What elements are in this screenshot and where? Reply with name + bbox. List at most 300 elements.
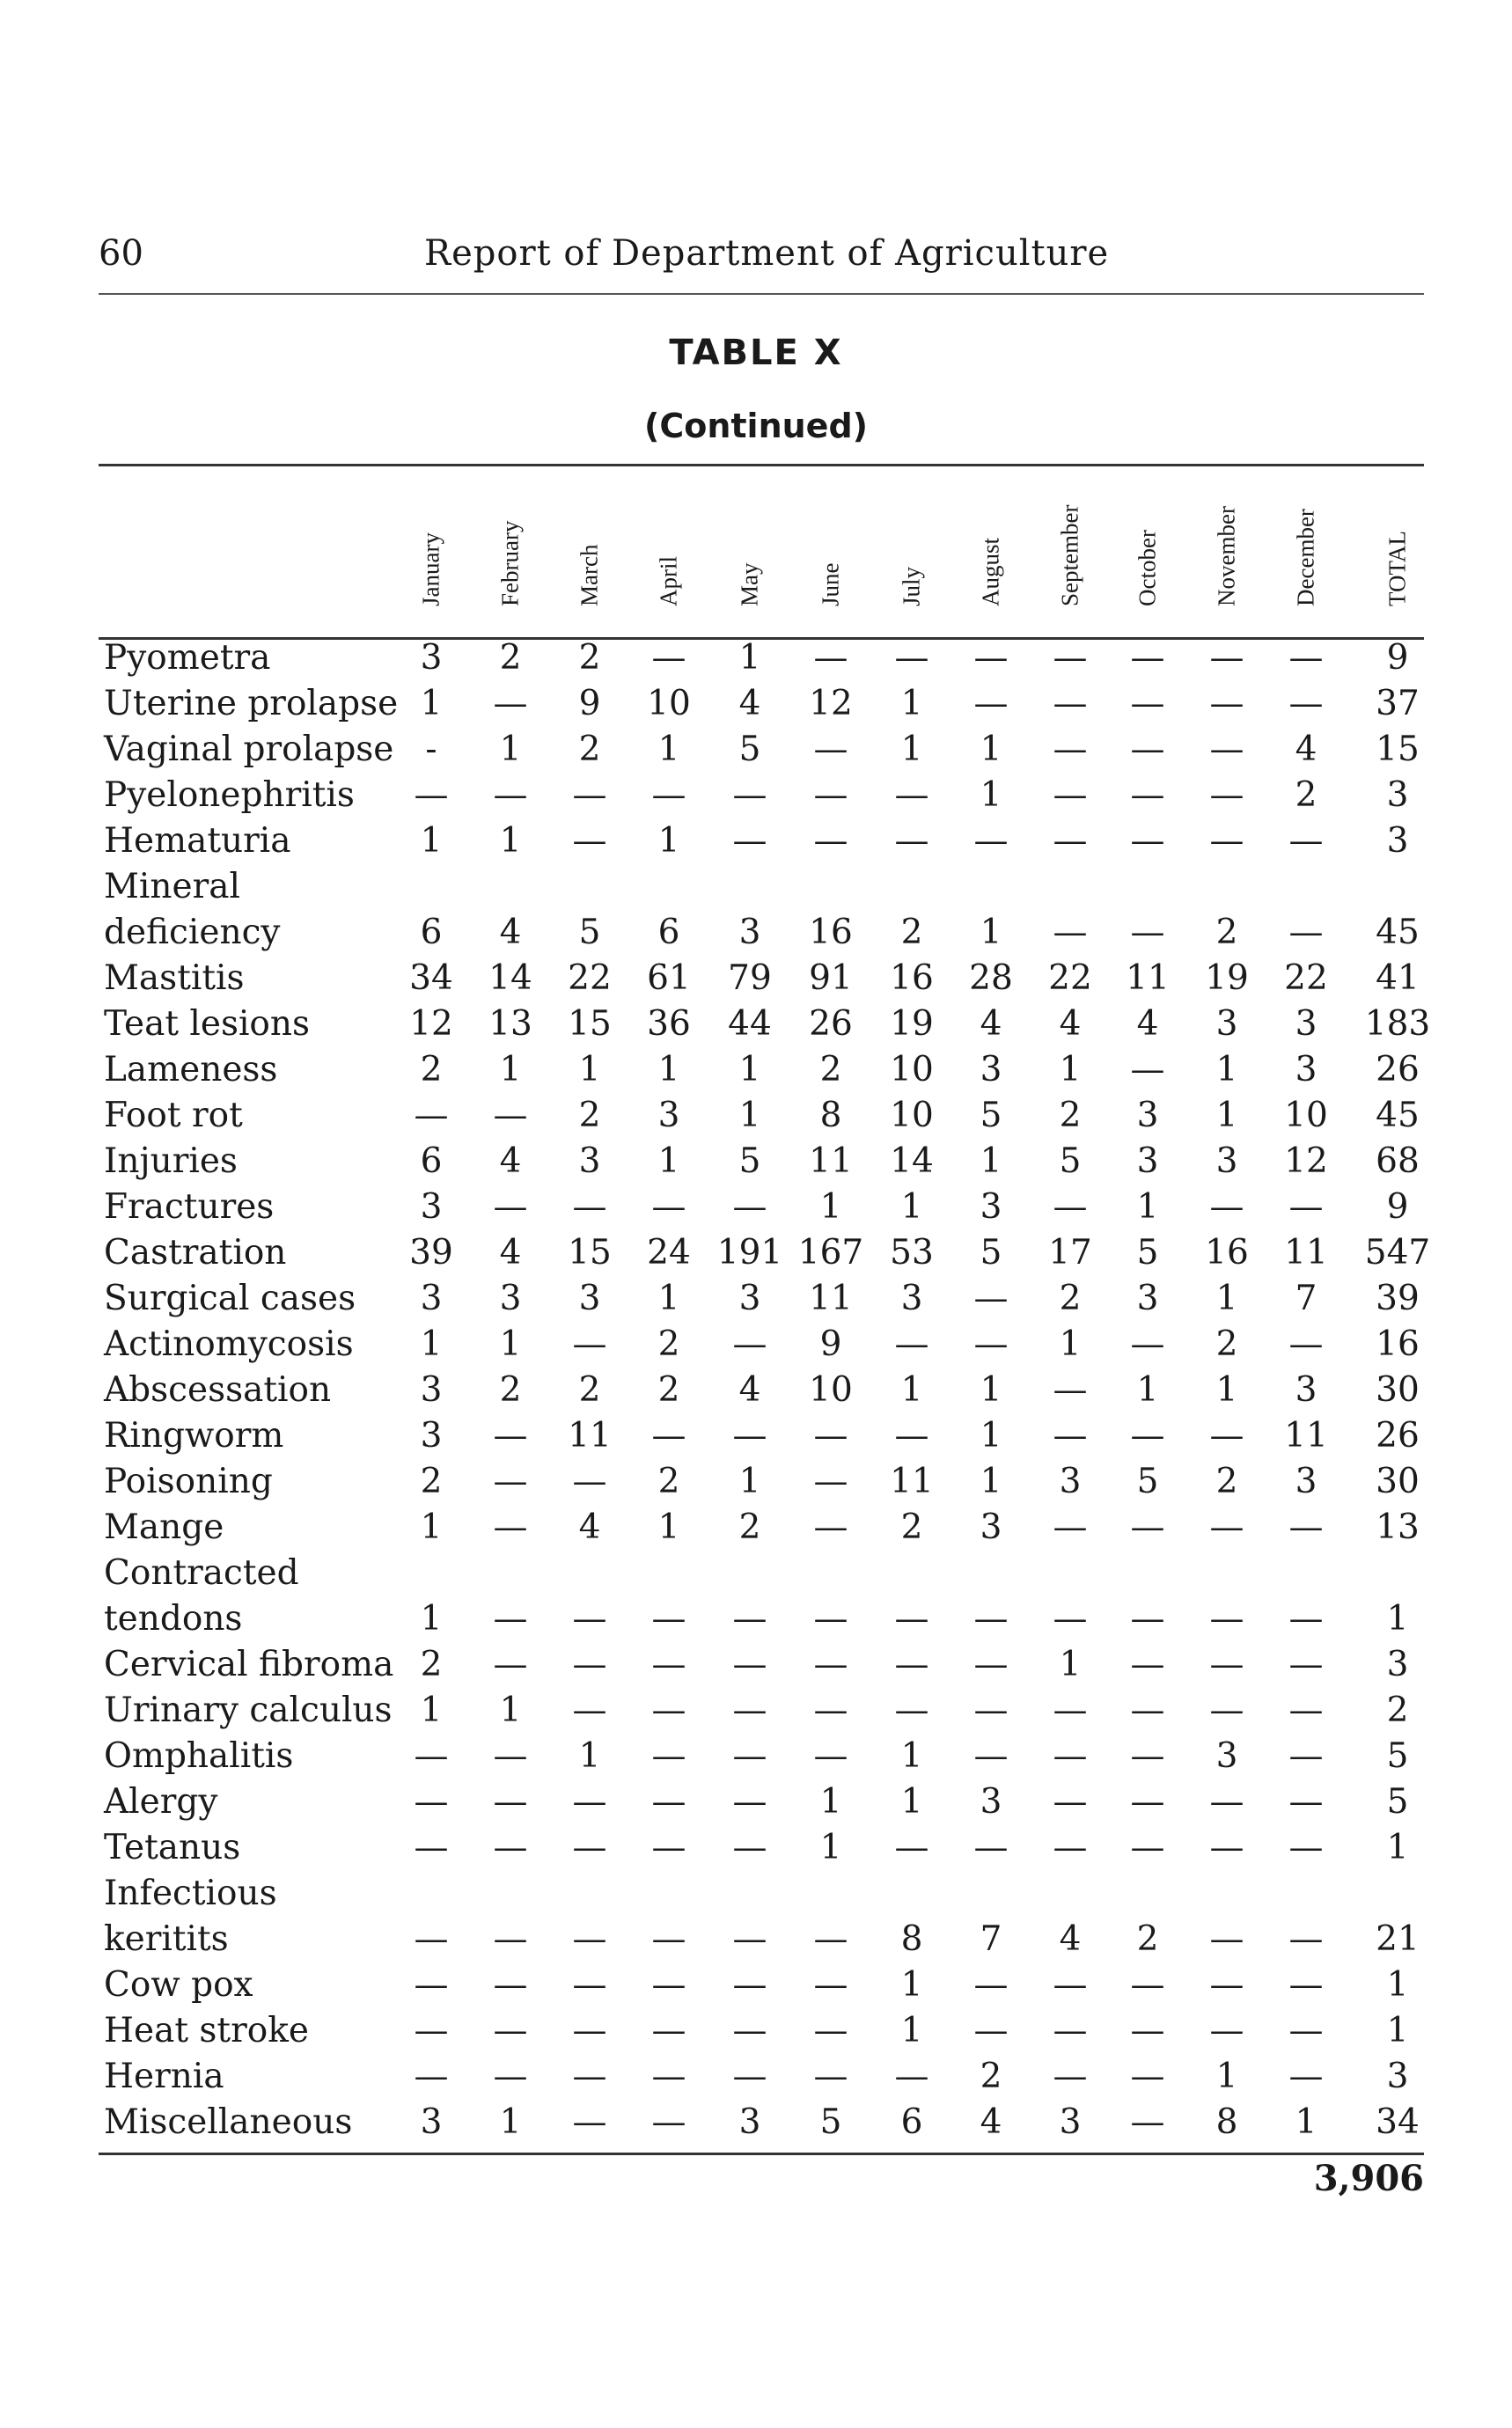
- table-cell: 4: [1059, 1919, 1082, 1959]
- table-row: [99, 1507, 1424, 1556]
- table-cell: 6: [420, 913, 443, 952]
- table-cell: 1: [1059, 1050, 1082, 1089]
- table-cell: 2: [578, 730, 601, 769]
- table-cell: 6: [900, 2102, 923, 2142]
- table-cell: —: [493, 1187, 528, 1227]
- table-cell: 3: [1295, 1050, 1317, 1089]
- table-cell: 191: [716, 1233, 783, 1273]
- table-row: [99, 1004, 1431, 1053]
- table-cell: —: [1053, 1828, 1088, 1867]
- table-cell: 1: [980, 775, 1002, 815]
- table-cell: —: [493, 1828, 528, 1867]
- table-cell: —: [813, 1599, 848, 1639]
- table-row: [99, 2011, 1424, 2059]
- row-label: Mange: [104, 1507, 224, 1547]
- table-cell: 2: [1295, 775, 1317, 815]
- row-total-cell: 9: [1386, 638, 1409, 678]
- column-header: [1200, 475, 1253, 634]
- table-cell: 4: [578, 1507, 601, 1547]
- table-cell: 3: [738, 2102, 761, 2142]
- table-row: [99, 732, 1424, 778]
- table-cell: 3: [1215, 1004, 1238, 1044]
- table-cell: —: [1130, 2057, 1165, 2096]
- table-cell: —: [973, 638, 1009, 678]
- column-header-label: May: [736, 562, 763, 606]
- table-cell: 2: [657, 1462, 680, 1501]
- table-cell: —: [493, 1645, 528, 1684]
- table-row: [99, 686, 1424, 732]
- table-cell: —: [1130, 1691, 1165, 1730]
- table-cell: 9: [578, 684, 601, 723]
- row-label: [104, 1551, 299, 1642]
- table-cell: 1: [657, 1141, 680, 1181]
- table-cell: —: [1053, 1691, 1088, 1730]
- table-cell: 1: [420, 1324, 443, 1364]
- page-number: 60: [99, 233, 143, 274]
- table-cell: —: [1130, 1828, 1165, 1867]
- table-cell: 2: [819, 1050, 842, 1089]
- row-label-line: deficiency: [104, 913, 281, 952]
- table-cell: 3: [578, 1279, 601, 1318]
- row-label: Heat stroke: [104, 2011, 309, 2050]
- table-cell: —: [414, 1736, 449, 1776]
- table-cell: —: [894, 1599, 929, 1639]
- row-label: Castration: [104, 1233, 287, 1273]
- table-cell: 3: [980, 1050, 1002, 1089]
- table-cell: 167: [797, 1233, 864, 1273]
- table-cell: —: [1288, 684, 1324, 723]
- table-cell: 61: [647, 958, 691, 998]
- table-row: [99, 869, 1424, 961]
- table-cell: —: [813, 1691, 848, 1730]
- table-cell: —: [1209, 1919, 1244, 1959]
- table-cell: —: [1130, 684, 1165, 723]
- table-cell: 3: [1215, 1141, 1238, 1181]
- table-cell: —: [651, 2011, 686, 2050]
- table-cell: —: [1053, 1599, 1088, 1639]
- row-label: Pyometra: [104, 638, 271, 678]
- table-cell: 1: [819, 1782, 842, 1822]
- table-cell: 22: [1048, 958, 1092, 998]
- table-row: [99, 2102, 1424, 2151]
- column-header: [885, 475, 938, 634]
- table-row: [99, 1416, 1424, 1464]
- table-row: [99, 1965, 1424, 2014]
- table-cell: 3: [900, 1279, 923, 1318]
- table-cell: 1: [900, 2011, 923, 2050]
- table-cell: 16: [809, 913, 853, 952]
- table-cell: 1: [499, 821, 522, 861]
- table-cell: —: [572, 1645, 607, 1684]
- table-cell: —: [1288, 638, 1324, 678]
- table-cell: —: [973, 1599, 1009, 1639]
- table-cell: 1: [499, 1324, 522, 1364]
- column-header-label: April: [655, 556, 682, 606]
- table-cell: —: [572, 1782, 607, 1822]
- table-cell: 2: [578, 1096, 601, 1135]
- column-header: [804, 475, 857, 634]
- table-cell: —: [572, 1187, 607, 1227]
- table-cell: 1: [980, 1141, 1002, 1181]
- row-label: Tetanus: [104, 1828, 241, 1867]
- table-cell: —: [732, 1828, 767, 1867]
- table-cell: 1: [1215, 1279, 1238, 1318]
- table-cell: —: [1209, 1416, 1244, 1456]
- table-cell: —: [1053, 1965, 1088, 2005]
- column-header-label: December: [1292, 509, 1319, 606]
- table-cell: —: [813, 1736, 848, 1776]
- table-cell: 4: [738, 684, 761, 723]
- table-cell: —: [1130, 1965, 1165, 2005]
- table-cell: 3: [1136, 1141, 1159, 1181]
- table-row: [99, 1098, 1424, 1144]
- table-cell: 1: [657, 1507, 680, 1547]
- table-row: [99, 1736, 1424, 1785]
- row-total-cell: 547: [1364, 1233, 1431, 1273]
- table-cell: 2: [1059, 1096, 1082, 1135]
- table-cell: 11: [1126, 958, 1170, 998]
- row-total-cell: 26: [1376, 1416, 1420, 1456]
- table-cell: —: [572, 1462, 607, 1501]
- table-cell: —: [493, 775, 528, 815]
- table-cell: 3: [499, 1279, 522, 1318]
- table-cell: —: [732, 1965, 767, 2005]
- table-cell: —: [1130, 1507, 1165, 1547]
- table-cell: —: [651, 1919, 686, 1959]
- table-cell: 4: [980, 1004, 1002, 1044]
- table-cell: 1: [1215, 1050, 1238, 1089]
- table-cell: —: [894, 1324, 929, 1364]
- table-cell: 8: [1215, 2102, 1238, 2142]
- table-cell: —: [572, 1965, 607, 2005]
- row-label: Urinary calculus: [104, 1691, 393, 1730]
- table-cell: 3: [420, 1416, 443, 1456]
- table-cell: —: [1130, 1050, 1165, 1089]
- table-row: [99, 1876, 1424, 1968]
- table-cell: —: [1288, 821, 1324, 861]
- table-cell: 34: [409, 958, 453, 998]
- row-total-cell: 45: [1376, 913, 1420, 952]
- table-cell: —: [973, 1736, 1009, 1776]
- table-cell: —: [732, 1782, 767, 1822]
- row-label: Actinomycosis: [104, 1324, 354, 1364]
- column-header: [723, 475, 776, 634]
- table-cell: 1: [900, 1782, 923, 1822]
- table-cell: 11: [568, 1416, 612, 1456]
- table-cell: —: [493, 1507, 528, 1547]
- table-cell: —: [1288, 1507, 1324, 1547]
- table-cell: —: [732, 1187, 767, 1227]
- table-cell: —: [894, 1828, 929, 1867]
- table-cell: 28: [969, 958, 1013, 998]
- table-cell: 1: [980, 1462, 1002, 1501]
- table-cell: 3: [1215, 1736, 1238, 1776]
- table-cell: 2: [657, 1370, 680, 1410]
- table-cell: 11: [1284, 1416, 1328, 1456]
- table-cell: 10: [890, 1050, 934, 1089]
- table-cell: 5: [1136, 1233, 1159, 1273]
- table-cell: —: [813, 1416, 848, 1456]
- table-cell: 1: [499, 1050, 522, 1089]
- table-cell: 3: [980, 1507, 1002, 1547]
- row-label: Teat lesions: [104, 1004, 311, 1044]
- row-label: [104, 864, 280, 956]
- table-cell: 5: [738, 730, 761, 769]
- row-label: Cervical fibroma: [104, 1645, 394, 1684]
- table-cell: 5: [738, 1141, 761, 1181]
- table-cell: —: [493, 1462, 528, 1501]
- table-cell: —: [732, 1599, 767, 1639]
- table-cell: 4: [499, 1233, 522, 1273]
- table-cell: 2: [420, 1050, 443, 1089]
- grand-total: 3,906: [1313, 2158, 1424, 2199]
- row-total-cell: 1: [1386, 1965, 1409, 2005]
- table-cell: 1: [578, 1050, 601, 1089]
- row-label: Foot rot: [104, 1096, 243, 1135]
- table-cell: —: [1053, 2057, 1088, 2096]
- table-cell: 1: [657, 1279, 680, 1318]
- column-header-label: September: [1056, 504, 1083, 606]
- table-cell: 3: [420, 638, 443, 678]
- table-row: [99, 1647, 1424, 1693]
- table-cell: 44: [728, 1004, 772, 1044]
- table-cell: —: [732, 1691, 767, 1730]
- table-cell: —: [1288, 1645, 1324, 1684]
- table-cell: 3: [420, 1279, 443, 1318]
- table-cell: —: [1053, 821, 1088, 861]
- table-cell: —: [414, 2057, 449, 2096]
- row-total-cell: 9: [1386, 1187, 1409, 1227]
- table-cell: —: [493, 1096, 528, 1135]
- table-cell: —: [1130, 730, 1165, 769]
- table-cell: —: [1209, 638, 1244, 678]
- table-cell: —: [1053, 1736, 1088, 1776]
- table-cell: —: [414, 2011, 449, 2050]
- table-cell: —: [813, 1645, 848, 1684]
- table-cell: 1: [1215, 1096, 1238, 1135]
- table-cell: 1: [499, 2102, 522, 2142]
- table-cell: 15: [568, 1233, 612, 1273]
- table-cell: 3: [420, 2102, 443, 2142]
- table-cell: —: [973, 1279, 1009, 1318]
- table-cell: 12: [809, 684, 853, 723]
- table-cell: 2: [900, 1507, 923, 1547]
- table-cell: 2: [499, 638, 522, 678]
- table-cell: —: [1209, 684, 1244, 723]
- table-cell: 12: [409, 1004, 453, 1044]
- table-cell: 1: [900, 684, 923, 723]
- table-row: [99, 1050, 1424, 1098]
- table-cell: 1: [657, 1050, 680, 1089]
- table-cell: —: [1209, 1645, 1244, 1684]
- table-cell: 1: [657, 730, 680, 769]
- table-cell: —: [813, 638, 848, 678]
- table-cell: —: [1288, 1187, 1324, 1227]
- table-cell: 1: [657, 821, 680, 861]
- table-cell: —: [651, 1736, 686, 1776]
- table-cell: —: [1130, 638, 1165, 678]
- row-label: Lameness: [104, 1050, 278, 1089]
- table-cell: —: [493, 1965, 528, 2005]
- table-cell: 2: [657, 1324, 680, 1364]
- column-header-label: TOTAL: [1384, 531, 1411, 606]
- table-cell: 1: [819, 1828, 842, 1867]
- table-cell: 1: [420, 1691, 443, 1730]
- table-cell: —: [1053, 1370, 1088, 1410]
- table-row: [99, 1782, 1424, 1830]
- table-cell: 24: [647, 1233, 691, 1273]
- row-total-cell: 3: [1386, 2057, 1409, 2096]
- table-cell: —: [1288, 1782, 1324, 1822]
- row-label: Miscellaneous: [104, 2102, 353, 2142]
- row-total-cell: 21: [1376, 1919, 1420, 1959]
- table-row: [99, 1324, 1424, 1373]
- table-cell: —: [894, 638, 929, 678]
- table-cell: —: [732, 1416, 767, 1456]
- table-cell: —: [813, 1462, 848, 1501]
- table-cell: —: [572, 1919, 607, 1959]
- table-cell: 5: [578, 913, 601, 952]
- table-cell: —: [493, 1736, 528, 1776]
- table-cell: —: [493, 2011, 528, 2050]
- table-cell: 26: [809, 1004, 853, 1044]
- table-cell: —: [894, 775, 929, 815]
- table-cell: —: [1053, 775, 1088, 815]
- table-cell: —: [1209, 1187, 1244, 1227]
- table-cell: —: [651, 1416, 686, 1456]
- table-cell: —: [973, 821, 1009, 861]
- table-cell: 3: [1059, 1462, 1082, 1501]
- table-cell: 9: [819, 1324, 842, 1364]
- row-label: Hernia: [104, 2057, 224, 2096]
- table-cell: —: [651, 1691, 686, 1730]
- table-cell: 79: [728, 958, 772, 998]
- table-cell: 3: [1059, 2102, 1082, 2142]
- column-header: [642, 475, 695, 634]
- table-cell: —: [732, 1324, 767, 1364]
- table-cell: —: [493, 1919, 528, 1959]
- column-header-label: March: [576, 544, 603, 606]
- table-cell: 13: [488, 1004, 532, 1044]
- table-cell: 1: [980, 730, 1002, 769]
- table-cell: 53: [890, 1233, 934, 1273]
- table-cell: —: [1053, 638, 1088, 678]
- table-cell: 1: [499, 1691, 522, 1730]
- table-cell: —: [572, 1828, 607, 1867]
- row-label: Ringworm: [104, 1416, 284, 1456]
- row-label: Abscessation: [104, 1370, 332, 1410]
- table-cell: —: [1288, 1828, 1324, 1867]
- table-cell: —: [813, 2011, 848, 2050]
- table-cell: —: [572, 2102, 607, 2142]
- table-cell: 1: [1295, 2102, 1317, 2142]
- row-label: Mastitis: [104, 958, 245, 998]
- row-total-cell: 1: [1386, 1828, 1409, 1867]
- row-label: Vaginal prolapse: [104, 730, 394, 769]
- table-cell: 1: [900, 730, 923, 769]
- row-total-cell: 5: [1386, 1736, 1409, 1776]
- table-cell: —: [1288, 1599, 1324, 1639]
- table-cell: —: [1130, 1416, 1165, 1456]
- table-cell: —: [572, 2011, 607, 2050]
- table-cell: 11: [809, 1279, 853, 1318]
- table-cell: —: [1209, 2011, 1244, 2050]
- table-cell: —: [1209, 1782, 1244, 1822]
- table-cell: 3: [1295, 1462, 1317, 1501]
- table-cell: 1: [1059, 1324, 1082, 1364]
- table-cell: —: [1053, 1416, 1088, 1456]
- table-cell: 4: [738, 1370, 761, 1410]
- column-header: [405, 475, 458, 634]
- row-label: Poisoning: [104, 1462, 273, 1501]
- table-cell: 1: [1136, 1187, 1159, 1227]
- table-cell: 2: [420, 1645, 443, 1684]
- table-cell: 1: [900, 1965, 923, 2005]
- table-cell: —: [414, 1096, 449, 1135]
- table-cell: 4: [1059, 1004, 1082, 1044]
- table-cell: —: [973, 1828, 1009, 1867]
- table-cell: 1: [980, 913, 1002, 952]
- table-cell: —: [651, 1599, 686, 1639]
- table-cell: —: [651, 2102, 686, 2142]
- table-cell: 1: [980, 1416, 1002, 1456]
- table-cell: 1: [980, 1370, 1002, 1410]
- table-cell: 3: [980, 1187, 1002, 1227]
- table-cell: —: [1288, 1965, 1324, 2005]
- row-total-cell: 1: [1386, 1599, 1409, 1639]
- row-label-line: Contracted: [104, 1553, 299, 1593]
- table-cell: —: [1053, 730, 1088, 769]
- row-total-cell: 3: [1386, 775, 1409, 815]
- table-cell: 14: [488, 958, 532, 998]
- table-cell: —: [973, 1324, 1009, 1364]
- table-cell: —: [572, 1324, 607, 1364]
- table-cell: 16: [1205, 1233, 1249, 1273]
- table-cell: 4: [499, 913, 522, 952]
- table-cell: —: [732, 2057, 767, 2096]
- row-total-cell: 2: [1386, 1691, 1409, 1730]
- table-cell: 10: [809, 1370, 853, 1410]
- table-cell: 3: [738, 913, 761, 952]
- table-cell: —: [1288, 2011, 1324, 2050]
- table-cell: —: [414, 775, 449, 815]
- table-cell: 1: [819, 1187, 842, 1227]
- table-cell: —: [1130, 1782, 1165, 1822]
- table-subtitle: (Continued): [643, 407, 869, 445]
- table-cell: —: [732, 821, 767, 861]
- table-cell: —: [894, 2057, 929, 2096]
- table-cell: —: [732, 1919, 767, 1959]
- table-cell: —: [813, 1965, 848, 2005]
- table-cell: —: [1209, 821, 1244, 861]
- table-cell: —: [1130, 1645, 1165, 1684]
- table-cell: 3: [1136, 1096, 1159, 1135]
- table-cell: 1: [578, 1736, 601, 1776]
- table-cell: 2: [578, 638, 601, 678]
- table-row: [99, 2059, 1424, 2105]
- table-cell: 1: [900, 1370, 923, 1410]
- table-cell: —: [1130, 1599, 1165, 1639]
- table-cell: 1: [420, 821, 443, 861]
- column-header: [563, 475, 616, 634]
- table-cell: 1: [738, 1050, 761, 1089]
- table-cell: —: [813, 821, 848, 861]
- table-cell: 10: [647, 684, 691, 723]
- row-label: Fractures: [104, 1187, 275, 1227]
- table-cell: —: [493, 2057, 528, 2096]
- header-rule: [99, 293, 1424, 295]
- table-row: [99, 1187, 1424, 1236]
